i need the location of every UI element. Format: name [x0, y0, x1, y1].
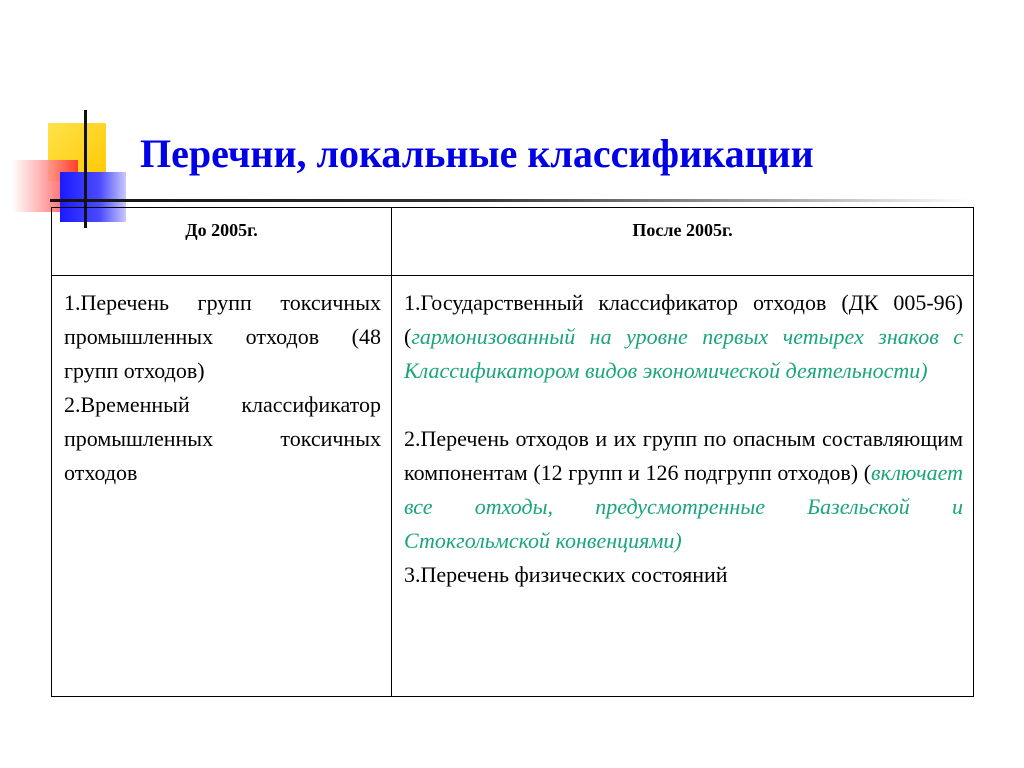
slide-title: Перечни, локальные классификации [140, 131, 814, 176]
item-text: 2.Перечень отходов и их групп по опасным составляющим компонентам (12 групп и 126 подгрупп отходов) ( [404, 426, 963, 485]
item-note: включает все отходы, предусмотренные Базельской и Стокгольмской конвенциями) [404, 460, 963, 553]
cell-before-2005 [52, 276, 392, 697]
list-item-state-classifier [404, 286, 963, 388]
table-header-row [52, 208, 974, 276]
classification-table [51, 207, 974, 697]
spacer [404, 388, 963, 422]
header-before-2005: До 2005г. [52, 208, 392, 276]
decor-horizontal-line [50, 199, 970, 202]
list-item-temp-classifier: 2.Временный классификатор промышленных токсичных отходов [64, 392, 381, 485]
item-note: гармонизованный на уровне первых четырех знаков с Классификатором видов экономической деятельности) [404, 324, 963, 383]
table-row [52, 276, 974, 697]
list-item-toxic-groups: 1.Перечень групп токсичных промышленных отходов (48 групп отходов) [64, 290, 381, 383]
list-item-physical-states: 3.Перечень физических состояний [404, 562, 728, 587]
header-after-2005: После 2005г. [392, 208, 974, 276]
list-item-hazard-list [404, 422, 963, 558]
cell-after-2005 [392, 276, 974, 697]
item-text: 1.Государственный классификатор отходов (ДК 005-96) ( [404, 290, 963, 349]
